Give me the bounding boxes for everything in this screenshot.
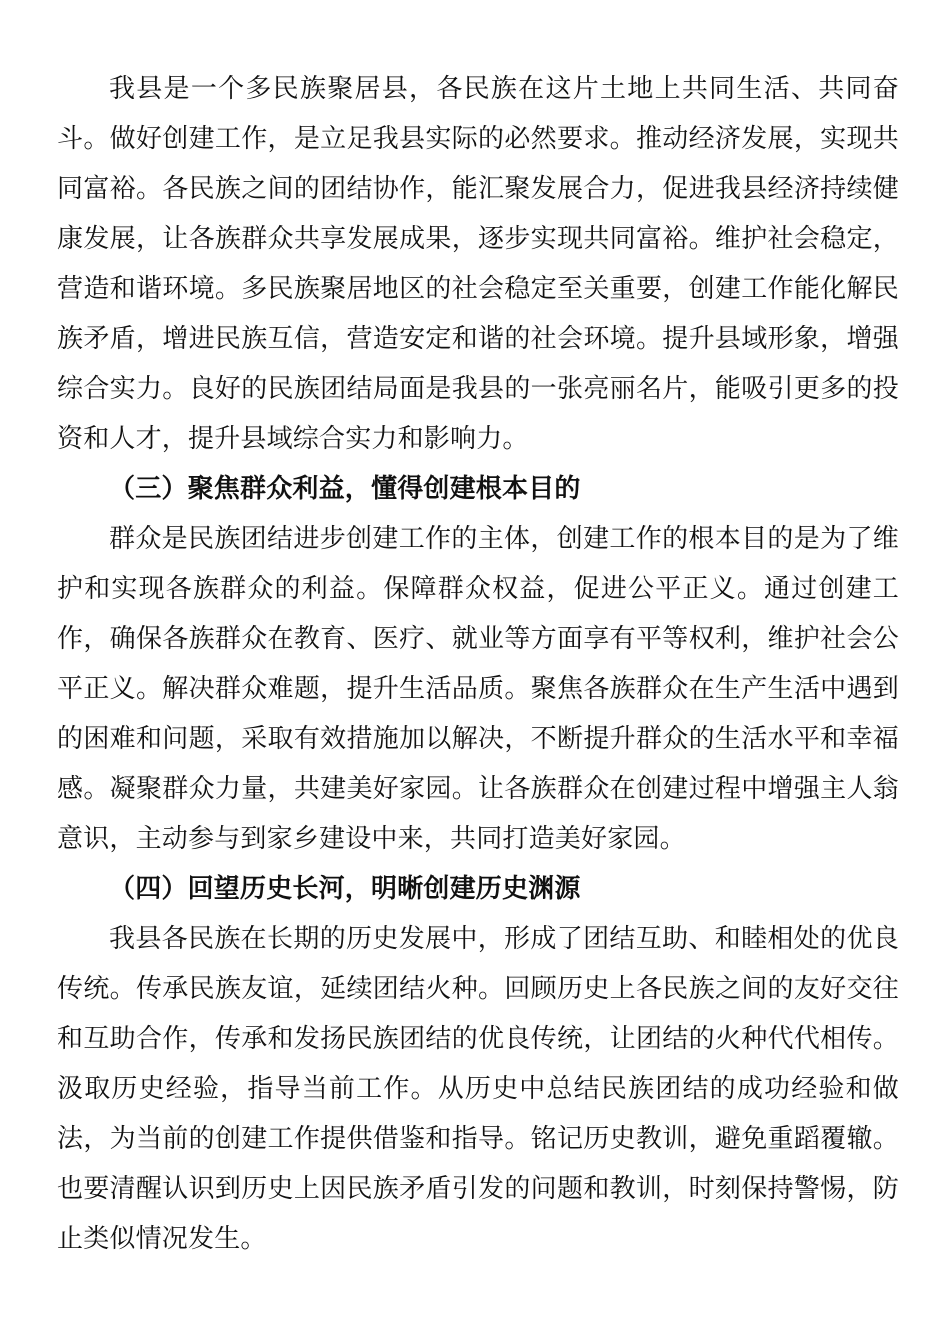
section-heading-3: （三）聚焦群众利益，懂得创建根本目的 [109,474,581,504]
section-heading-4: （四）回望历史长河，明晰创建历史渊源 [109,874,581,904]
paragraph-masses-interest: 群众是民族团结进步创建工作的主体，创建工作的根本目的是为了维护和实现各族群众的利益。保障群众权益，促进公平正义。通过创建工作，确保各族群众在教育、医疗、就业等方面享有平等权利，维护社会公平正义。解决群众难题，提升生活品质。聚焦各族群众在生产生活中遇到的困难和问题，采取有效措施加以解决，不断提升群众的生活水平和幸福感。凝聚群众力量，共建美好家园。让各族群众在创建过程中增强主人翁意识，主动参与到家乡建设中来，共同打造美好家园。 [57,524,899,854]
document-body [57,64,899,1264]
paragraph-history: 我县各民族在长期的历史发展中，形成了团结互助、和睦相处的优良传统。传承民族友谊，延续团结火种。回顾历史上各民族之间的友好交往和互助合作，传承和发扬民族团结的优良传统，让团结的火种代代相传。汲取历史经验，指导当前工作。从历史中总结民族团结的成功经验和做法，为当前的创建工作提供借鉴和指导。铭记历史教训，避免重蹈覆辙。也要清醒认识到历史上因民族矛盾引发的问题和教训，时刻保持警惕，防止类似情况发生。 [57,924,899,1254]
paragraph-county-background: 我县是一个多民族聚居县，各民族在这片土地上共同生活、共同奋斗。做好创建工作，是立足我县实际的必然要求。推动经济发展，实现共同富裕。各民族之间的团结协作，能汇聚发展合力，促进我县经济持续健康发展，让各族群众共享发展成果，逐步实现共同富裕。维护社会稳定，营造和谐环境。多民族聚居地区的社会稳定至关重要，创建工作能化解民族矛盾，增进民族互信，营造安定和谐的社会环境。提升县域形象，增强综合实力。良好的民族团结局面是我县的一张亮丽名片，能吸引更多的投资和人才，提升县域综合实力和影响力。 [57,74,899,454]
